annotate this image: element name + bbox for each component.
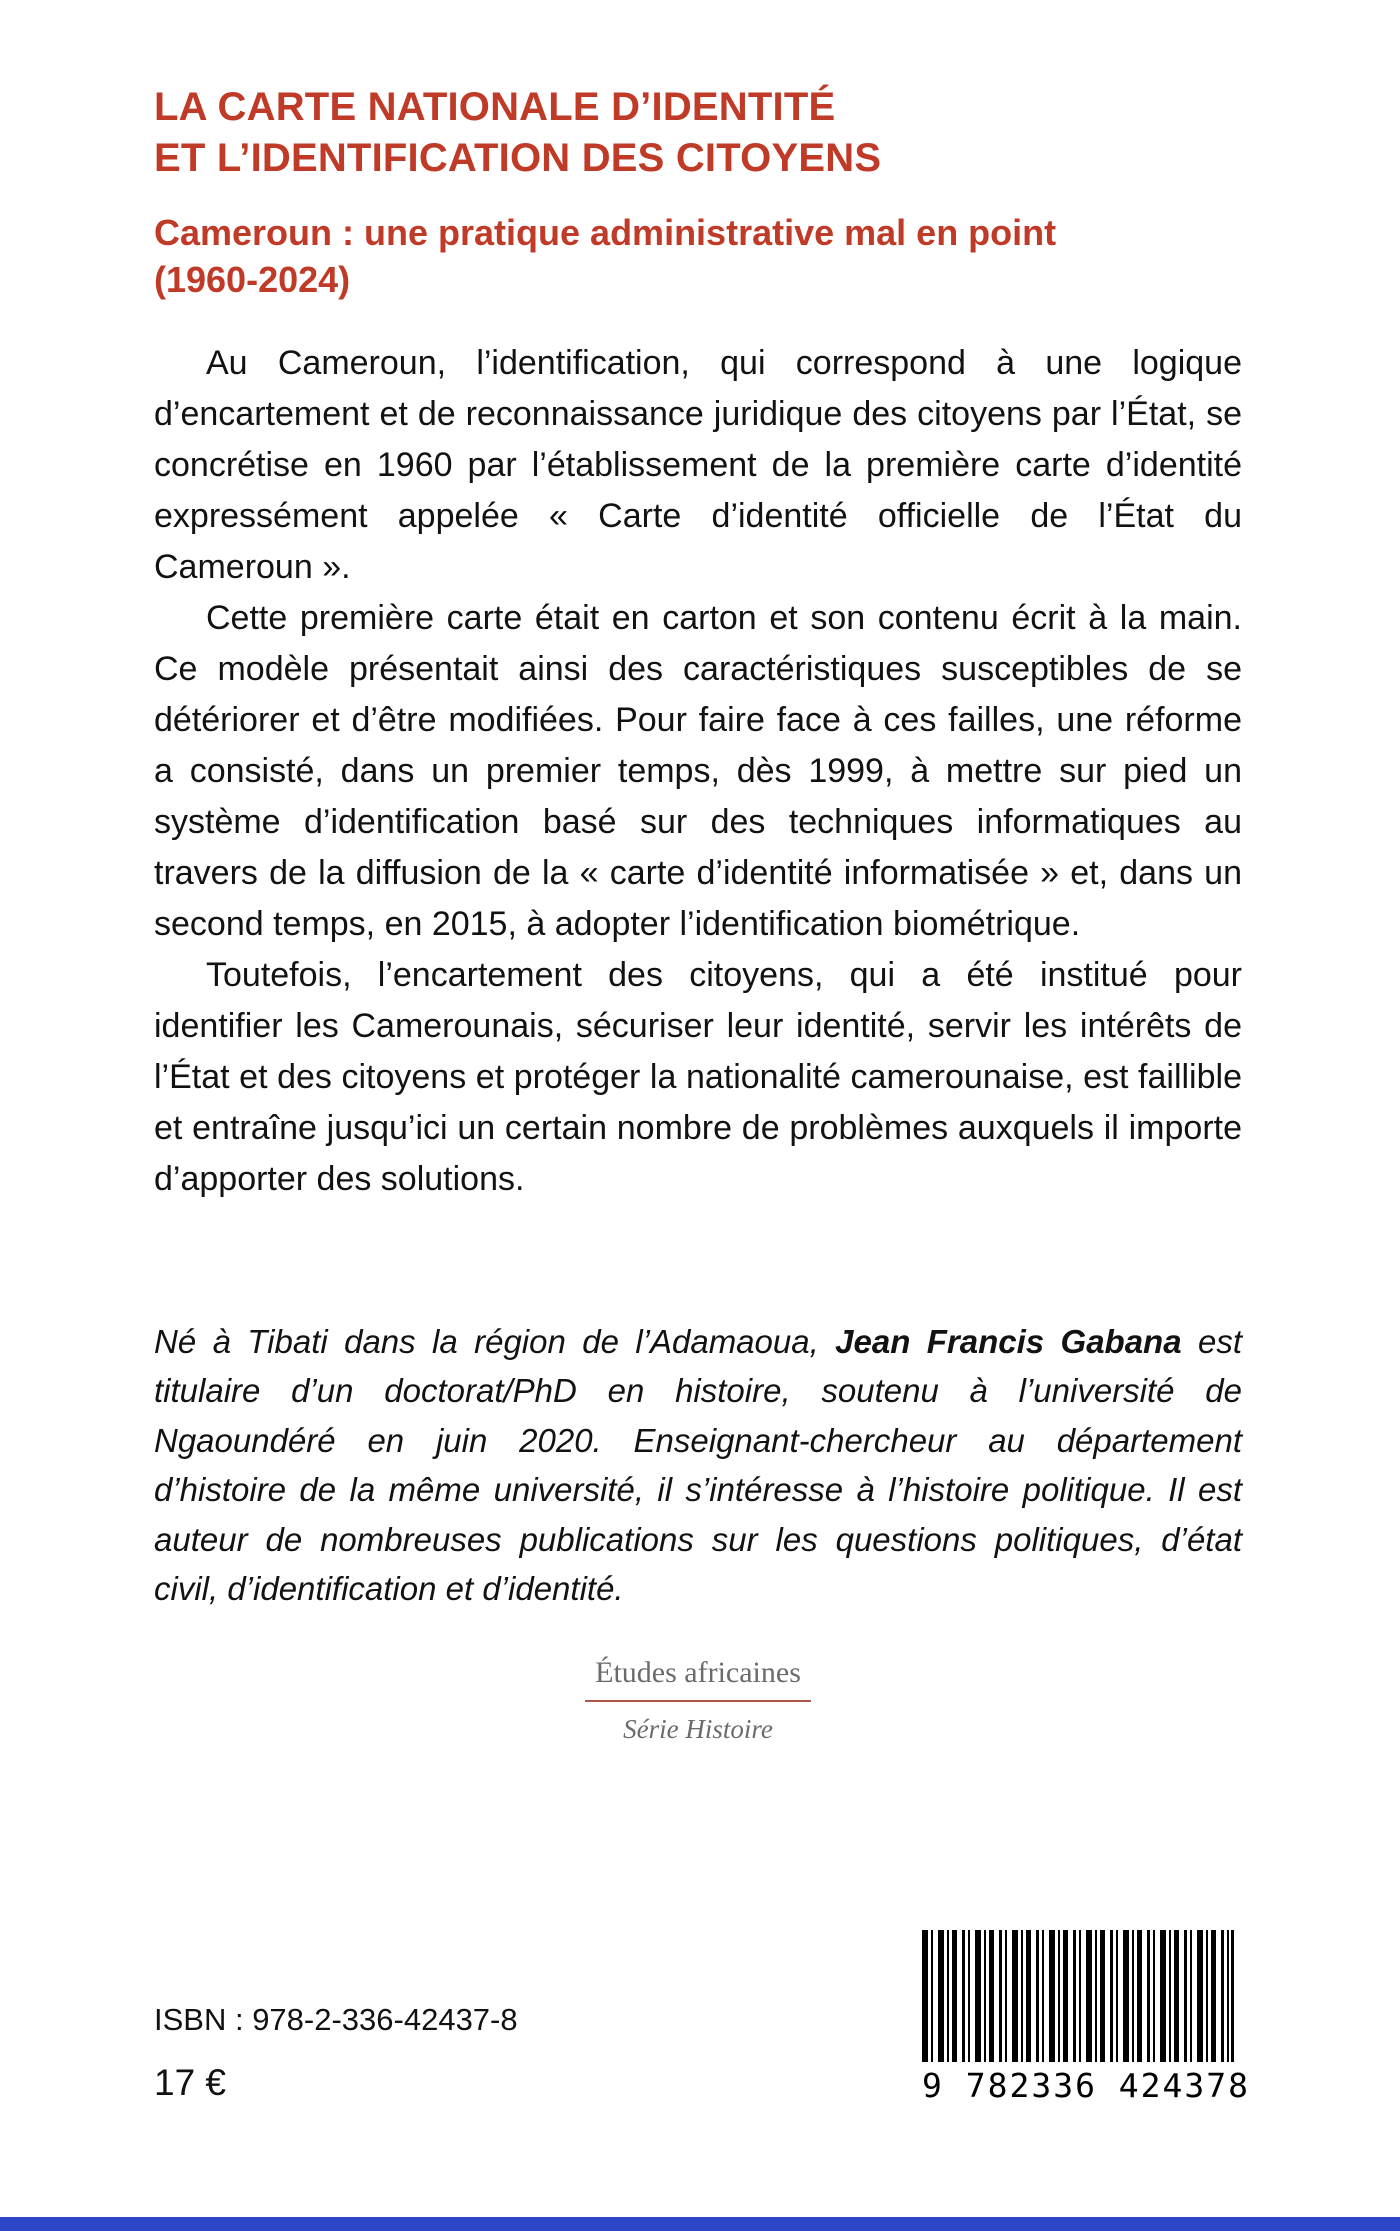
- author-name: Jean Francis Gabana: [835, 1322, 1182, 1360]
- isbn-text: ISBN : 978-2-336-42437-8: [154, 2002, 518, 2037]
- bio-text-prefix: Né à Tibati dans la région de l’Adamaoua,: [154, 1322, 836, 1360]
- barcode-number: 9 782336 424378: [922, 2066, 1251, 2105]
- summary-paragraph: Au Cameroun, l’identification, qui correspond à une logique d’encartement et de reconnaissance juridique des citoyens par l’État, se concrétise en 1960 par l’établissement de la première carte d’identité expressément appelée « Carte d’identité officielle de l’État du Cameroun ».: [154, 343, 1242, 586]
- subtitle-line-1: Cameroun : une pratique administrative mal en point: [154, 212, 1057, 254]
- page-title: [154, 82, 1242, 184]
- collection-series: Série Histoire: [623, 1713, 773, 1744]
- summary-paragraph: Toutefois, l’encartement des citoyens, qui a été institué pour identifier les Camerounais, sécuriser leur identité, servir les intérêts de l’État et des citoyens et protéger la nationalité camerounaise, est faillible et entraîne jusqu’ici un certain nombre de problèmes auxquels il importe d’apporter des solutions.: [154, 955, 1242, 1198]
- collection-name: Études africaines: [585, 1656, 811, 1702]
- title-line-1: LA CARTE NATIONALE D’IDENTITÉ: [154, 85, 836, 129]
- subtitle-line-2: (1960-2024): [154, 259, 351, 301]
- barcode: [922, 1930, 1251, 2105]
- page-subtitle: [154, 210, 1242, 304]
- bottom-blue-bar: [0, 2217, 1400, 2231]
- summary-paragraph: Cette première carte était en carton et son contenu écrit à la main. Ce modèle présentait ainsi des caractéristiques susceptibles de se détériorer et d’être modifiées. Pour faire face à ces failles, une réforme a consisté, dans un premier temps, dès 1999, à mettre sur pied un système d’identification basé sur des techniques informatiques au travers de la diffusion de la « carte d’identité informatisée » et, dans un second temps, en 2015, à adopter l’identification biométrique.: [154, 598, 1242, 943]
- bio-text-suffix: est titulaire d’un doctorat/PhD en histoire, soutenu à l’université de Ngaoundéré en juin 2020. Enseignant-chercheur au département d’histoire de la même université, il s’intéresse à l’histoire politique. Il est auteur de nombreuses publications sur les questions politiques, d’état civil, d’identification et d’identité.: [154, 1322, 1242, 1608]
- price-text: 17 €: [154, 2062, 227, 2103]
- barcode-bars: [922, 1930, 1234, 2062]
- collection-block: [154, 1656, 1242, 1745]
- title-line-2: ET L’IDENTIFICATION DES CITOYENS: [154, 136, 882, 181]
- summary-text: [154, 338, 1242, 1205]
- author-bio: [154, 1317, 1242, 1614]
